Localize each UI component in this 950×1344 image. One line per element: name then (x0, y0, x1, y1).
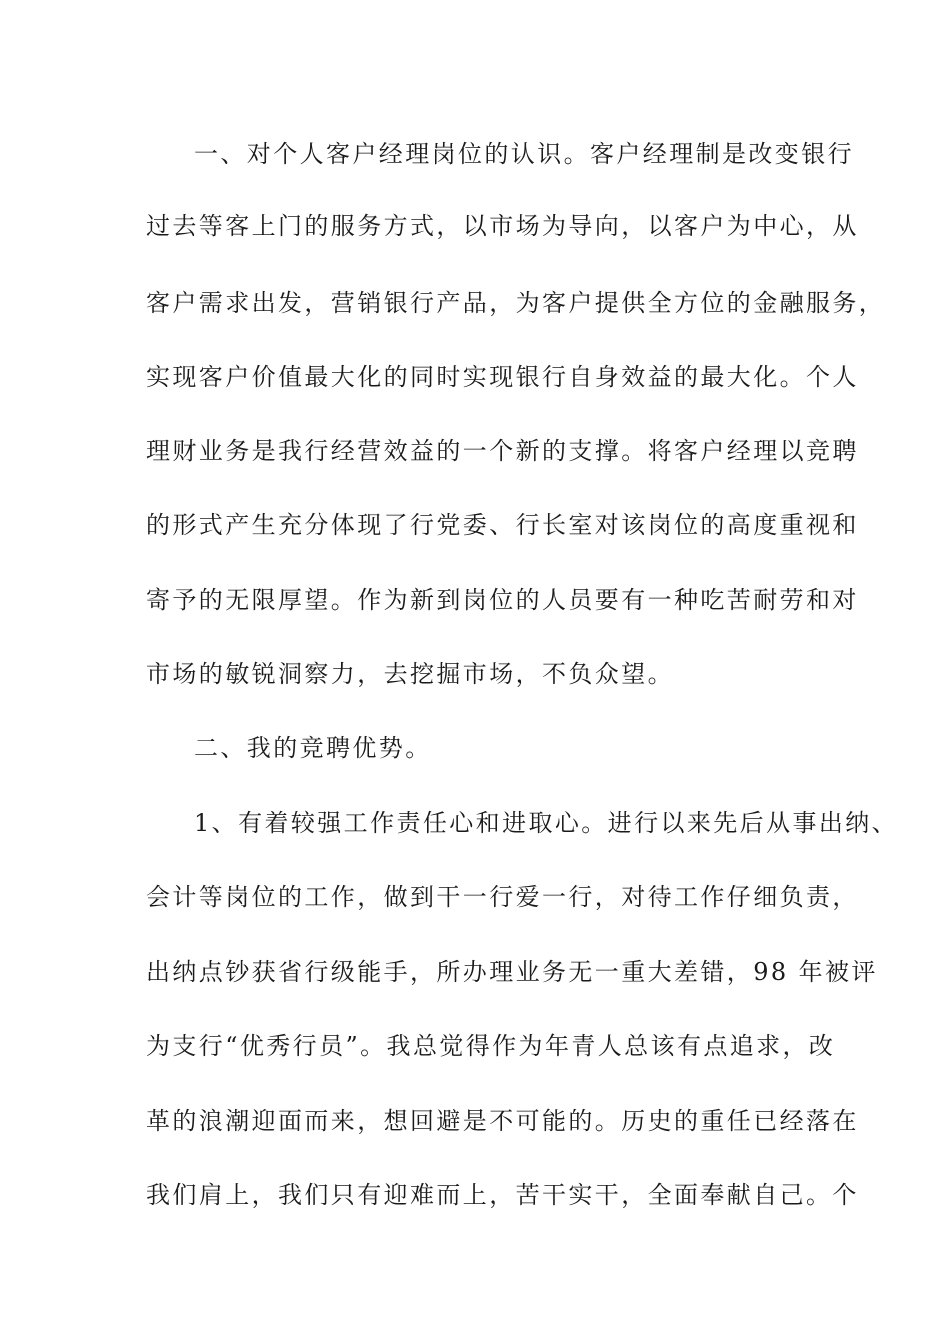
text-line: 实现客户价值最大化的同时实现银行自身效益的最大化。个人 (146, 363, 859, 391)
text-line: 为支行“优秀行员”。我总觉得作为年青人总该有点追求，改 (146, 1032, 836, 1060)
text-line: 寄予的无限厚望。作为新到岗位的人员要有一种吃苦耐劳和对 (146, 586, 859, 614)
text-line: 会计等岗位的工作，做到干一行爱一行，对待工作仔细负责， (146, 883, 859, 911)
text-line: 理财业务是我行经营效益的一个新的支撑。将客户经理以竞聘 (146, 437, 859, 465)
text-line: 的形式产生充分体现了行党委、行长室对该岗位的高度重视和 (146, 511, 859, 539)
text-line: 客户需求出发，营销银行产品，为客户提供全方位的金融服务， (146, 289, 886, 317)
section-heading: 二、我的竞聘优势。 (194, 734, 432, 762)
text-line: 过去等客上门的服务方式，以市场为导向，以客户为中心，从 (146, 212, 859, 240)
text-line: 市场的敏锐洞察力，去挖掘市场，不负众望。 (146, 660, 674, 688)
text-line: 1、有着较强工作责任心和进取心。进行以来先后从事出纳、 (194, 809, 899, 837)
text-line: 革的浪潮迎面而来，想回避是不可能的。历史的重任已经落在 (146, 1107, 859, 1135)
text-line: 一、对个人客户经理岗位的认识。客户经理制是改变银行 (194, 140, 854, 168)
text-line: 我们肩上，我们只有迎难而上，苦干实干，全面奉献自己。个 (146, 1181, 859, 1209)
text-line: 出纳点钞获省行级能手，所办理业务无一重大差错，98 年被评 (146, 958, 878, 986)
